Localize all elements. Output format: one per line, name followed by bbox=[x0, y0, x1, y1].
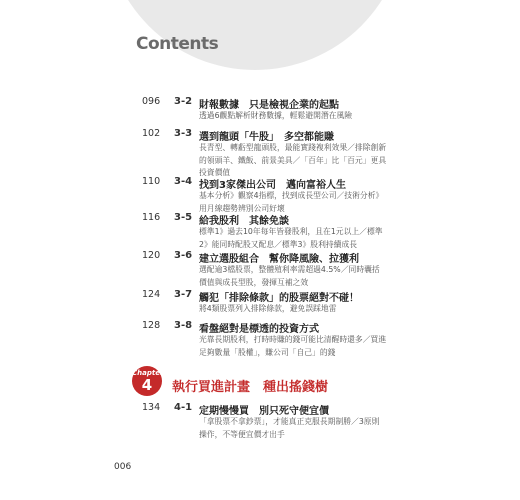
chapter-badge bbox=[132, 366, 162, 396]
toc-page: 134 bbox=[142, 402, 161, 413]
toc-description-line: 足夠數量「股權」，賺公司「自己」的錢 bbox=[199, 347, 336, 357]
toc-description bbox=[199, 416, 395, 441]
page-number: 006 bbox=[114, 462, 132, 472]
toc-description-line: 的領頭羊、鐵飯、前景美具／「百年」比「百元」更具 bbox=[199, 155, 387, 165]
toc-section-number: 3-8 bbox=[174, 320, 193, 331]
toc-title: 看盤絕對是標透的投資方式 bbox=[199, 324, 319, 335]
toc-description-line: 操作，不等便宜價才出手 bbox=[199, 429, 285, 439]
toc-page: 102 bbox=[142, 128, 161, 139]
toc-description bbox=[199, 264, 395, 289]
chapter-number: 4 bbox=[141, 376, 153, 394]
toc-description-line: 2》能同時配股又配息／標準3》股利持續成長 bbox=[199, 239, 358, 249]
toc-description-line: 投資價值 bbox=[199, 168, 231, 177]
page-title: Contents bbox=[136, 34, 219, 54]
toc-description-line: 將4類股票列入排除條款，避免誤踩地雷 bbox=[199, 304, 337, 313]
toc-description-line: 標準1》過去10年每年皆發股利，且在1元以上／標準 bbox=[199, 227, 383, 236]
chapter-label: Chapter bbox=[132, 369, 164, 377]
toc-section-number: 4-1 bbox=[174, 402, 193, 413]
toc-description-line: 選配逾3檔股票，整體殖利率需超過4.5%／同時囊括 bbox=[199, 265, 380, 274]
toc-page: 120 bbox=[142, 250, 161, 261]
toc-page: 124 bbox=[142, 289, 161, 300]
toc-title: 選到龍頭「牛股」 多空都能賺 bbox=[199, 132, 334, 143]
toc-section-number: 3-4 bbox=[174, 176, 193, 187]
toc-title: 財報數據 只是檢視企業的起點 bbox=[199, 100, 339, 111]
toc-description-line: 價值與成長型股，發揮互補之效 bbox=[199, 277, 309, 287]
toc-description-line: 基本分析》觀察4指標，找到成長型公司／技術分析》 bbox=[199, 191, 384, 200]
toc-description bbox=[199, 303, 395, 316]
toc-description-line: 長青型、轉虧型龍頭股，最能實踐複利效果／排除創新 bbox=[199, 143, 387, 152]
toc-title: 定期慢慢買 別只死守便宜價 bbox=[199, 406, 329, 417]
toc-title: 給我股利 其餘免談 bbox=[199, 216, 289, 227]
toc-description-line: 「拿股票不拿鈔票」，才能真正克服長期制勝／3原則 bbox=[199, 417, 380, 426]
toc-section-number: 3-7 bbox=[174, 289, 193, 300]
toc-description bbox=[199, 110, 395, 123]
toc-title: 建立選股組合 幫你降風險、拉獲利 bbox=[199, 254, 359, 265]
toc-section-number: 3-6 bbox=[174, 250, 193, 261]
toc-page: 096 bbox=[142, 96, 161, 107]
toc-page: 116 bbox=[142, 212, 161, 223]
toc-section-number: 3-3 bbox=[174, 128, 193, 139]
toc-description bbox=[199, 226, 395, 251]
toc-description-line: 透過6觀點解析財務數據，輕鬆避開潛在風險 bbox=[199, 111, 353, 120]
toc-description-line: 用月線趨勢辨別公司好壞 bbox=[199, 203, 285, 213]
toc-section-number: 3-5 bbox=[174, 212, 193, 223]
toc-title: 找到3家傑出公司 邁向富裕人生 bbox=[199, 180, 346, 191]
toc-section-number: 3-2 bbox=[174, 96, 193, 107]
chapter-title[interactable]: 執行買進計畫 種出搖錢樹 bbox=[172, 380, 329, 395]
toc-description-line: 光靠長期股利，打時時賺的錢可能比清醒時還多／買進 bbox=[199, 335, 387, 344]
toc-title: 觸犯「排除條款」的股票絕對不碰！ bbox=[199, 293, 359, 304]
toc-description bbox=[199, 334, 395, 359]
toc-page: 128 bbox=[142, 320, 161, 331]
toc-page: 110 bbox=[142, 176, 161, 187]
toc-description bbox=[199, 142, 395, 180]
